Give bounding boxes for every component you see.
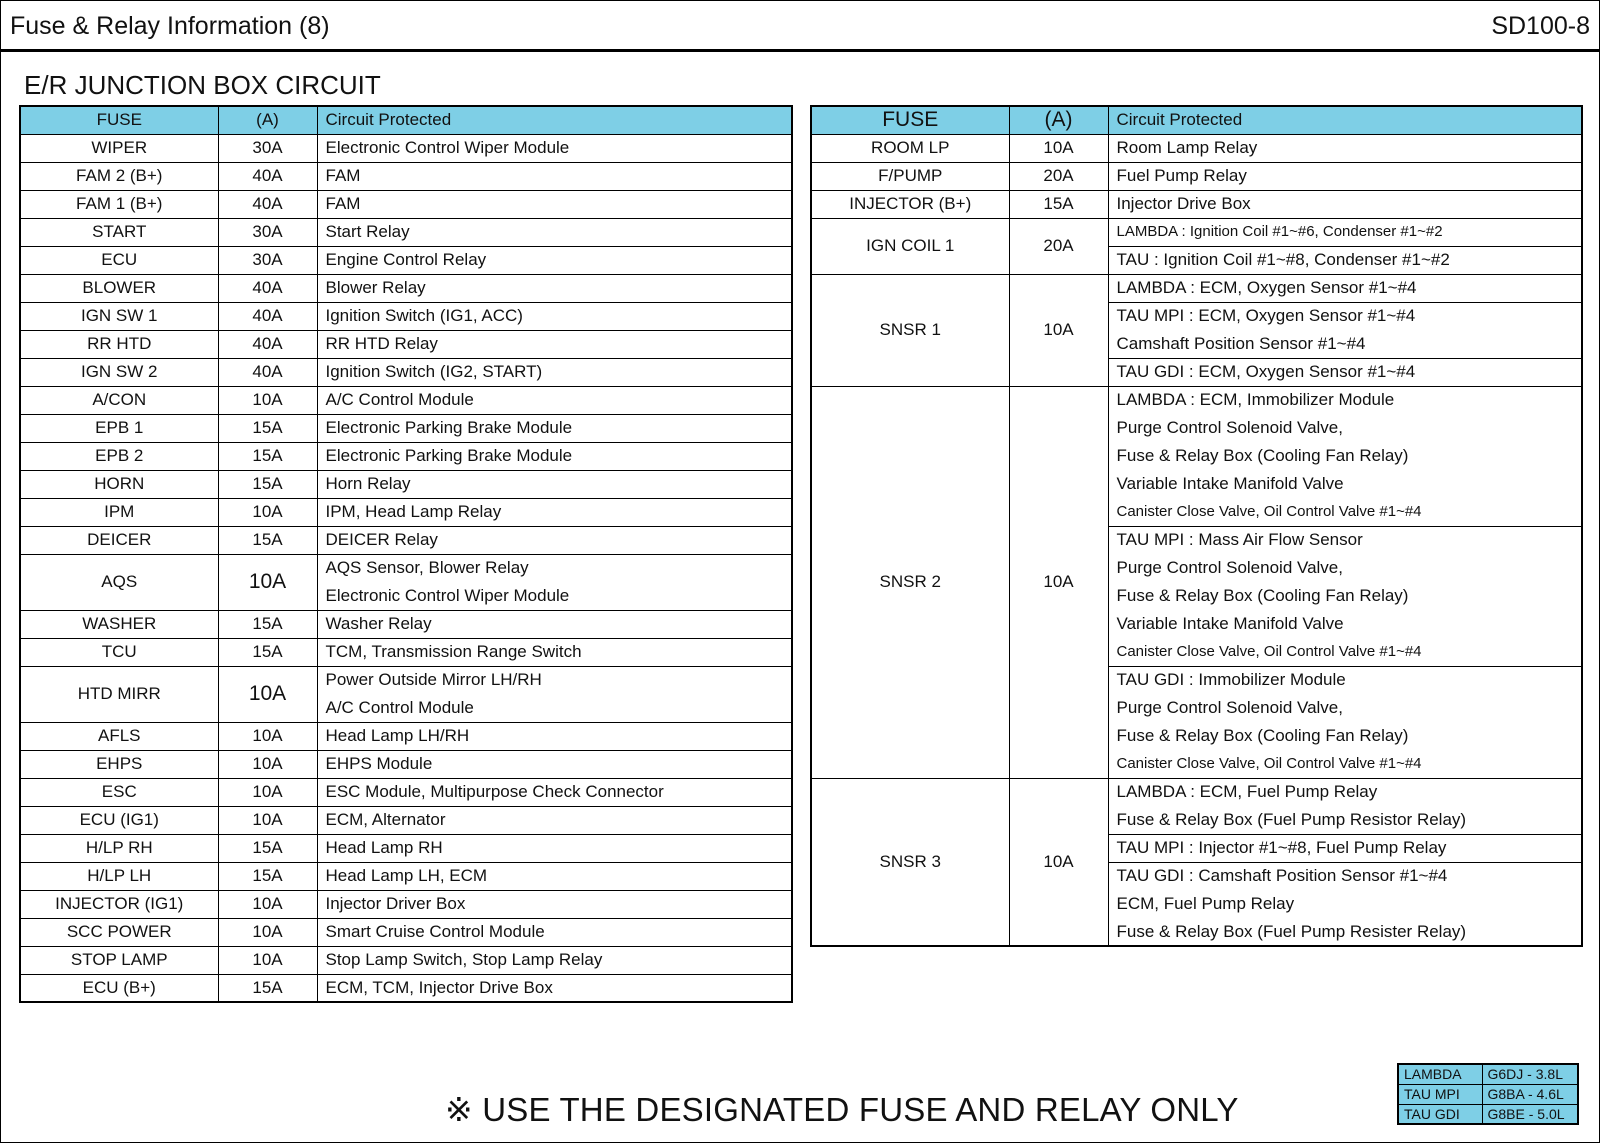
circuit-protected: Purge Control Solenoid Valve, (1108, 694, 1582, 722)
fuse-name: SCC POWER (20, 918, 218, 946)
fuse-name: EPB 1 (20, 414, 218, 442)
table-row (20, 610, 792, 638)
circuit-protected: Fuse & Relay Box (Fuel Pump Resistor Relay) (1108, 806, 1582, 834)
circuit-protected: DEICER Relay (317, 526, 792, 554)
legend-row (1398, 1064, 1578, 1084)
circuit-protected: Blower Relay (317, 274, 792, 302)
circuit-protected: ECM, Alternator (317, 806, 792, 834)
legend-key: LAMBDA (1398, 1064, 1482, 1084)
circuit-protected: Head Lamp RH (317, 834, 792, 862)
table-row (20, 526, 792, 554)
table-row (20, 750, 792, 778)
fuse-amperage: 15A (218, 834, 317, 862)
fuse-amperage: 15A (218, 526, 317, 554)
circuit-protected: TAU GDI : Immobilizer Module (1108, 666, 1582, 694)
fuse-amperage: 15A (1009, 190, 1108, 218)
table-row (20, 302, 792, 330)
circuit-protected: Purge Control Solenoid Valve, (1108, 554, 1582, 582)
circuit-protected: Purge Control Solenoid Valve, (1108, 414, 1582, 442)
fuse-amperage: 10A (1009, 778, 1108, 946)
page-header (0, 0, 1600, 52)
circuit-protected: Room Lamp Relay (1108, 134, 1582, 162)
fuse-name: SNSR 2 (811, 386, 1009, 778)
fuse-name: SNSR 3 (811, 778, 1009, 946)
fuse-name: INJECTOR (IG1) (20, 890, 218, 918)
table-row (20, 442, 792, 470)
circuit-protected: ECM, Fuel Pump Relay (1108, 890, 1582, 918)
fuse-amperage: 10A (1009, 134, 1108, 162)
circuit-protected: EHPS Module (317, 750, 792, 778)
fuse-amperage: 20A (1009, 162, 1108, 190)
legend-value: G8BA - 4.6L (1482, 1084, 1578, 1104)
notice-text: ※ USE THE DESIGNATED FUSE AND RELAY ONLY (445, 1091, 1239, 1128)
legend-row (1398, 1084, 1578, 1104)
table-row (20, 554, 792, 582)
table-row (811, 218, 1582, 246)
fuse-amperage: 40A (218, 162, 317, 190)
fuse-name: IGN SW 1 (20, 302, 218, 330)
circuit-protected: A/C Control Module (317, 386, 792, 414)
fuse-name: A/CON (20, 386, 218, 414)
table-row (20, 274, 792, 302)
circuit-protected: FAM (317, 162, 792, 190)
fuse-amperage: 10A (1009, 386, 1108, 778)
table-row (20, 778, 792, 806)
circuit-protected: Canister Close Valve, Oil Control Valve #1~#4 (1108, 638, 1582, 666)
fuse-name: IGN COIL 1 (811, 218, 1009, 274)
circuit-protected: Variable Intake Manifold Valve (1108, 610, 1582, 638)
table-row (20, 806, 792, 834)
table-row (20, 134, 792, 162)
circuit-protected: Electronic Parking Brake Module (317, 442, 792, 470)
circuit-protected: Electronic Control Wiper Module (317, 582, 792, 610)
circuit-protected: Fuel Pump Relay (1108, 162, 1582, 190)
fuse-name: START (20, 218, 218, 246)
circuit-protected: Injector Driver Box (317, 890, 792, 918)
circuit-protected: Electronic Parking Brake Module (317, 414, 792, 442)
fuse-name: AFLS (20, 722, 218, 750)
fuse-name: FAM 1 (B+) (20, 190, 218, 218)
fuse-amperage: 40A (218, 358, 317, 386)
circuit-protected: TCM, Transmission Range Switch (317, 638, 792, 666)
fuse-amperage: 15A (218, 638, 317, 666)
table-row (20, 498, 792, 526)
circuit-protected: IPM, Head Lamp Relay (317, 498, 792, 526)
legend-key: TAU GDI (1398, 1104, 1482, 1124)
table-row (20, 918, 792, 946)
circuit-protected: Injector Drive Box (1108, 190, 1582, 218)
fuse-name: H/LP RH (20, 834, 218, 862)
table-row (20, 890, 792, 918)
circuit-protected: Fuse & Relay Box (Cooling Fan Relay) (1108, 722, 1582, 750)
table-row (20, 218, 792, 246)
page-title: Fuse & Relay Information (8) (10, 12, 330, 40)
fuse-amperage: 15A (218, 442, 317, 470)
circuit-protected: Fuse & Relay Box (Cooling Fan Relay) (1108, 582, 1582, 610)
table-row (20, 722, 792, 750)
legend-key: TAU MPI (1398, 1084, 1482, 1104)
circuit-protected: RR HTD Relay (317, 330, 792, 358)
table-row (20, 946, 792, 974)
fuse-amperage: 15A (218, 862, 317, 890)
fuse-amperage: 10A (218, 778, 317, 806)
fuse-amperage: 10A (218, 498, 317, 526)
fuse-name: IGN SW 2 (20, 358, 218, 386)
circuit-protected: TAU GDI : ECM, Oxygen Sensor #1~#4 (1108, 358, 1582, 386)
fuse-name: HORN (20, 470, 218, 498)
fuse-amperage: 40A (218, 330, 317, 358)
table-row (811, 274, 1582, 302)
fuse-name: RR HTD (20, 330, 218, 358)
circuit-protected: TAU GDI : Camshaft Position Sensor #1~#4 (1108, 862, 1582, 890)
table-header-row (811, 106, 1582, 134)
circuit-protected: Head Lamp LH/RH (317, 722, 792, 750)
legend-value: G6DJ - 3.8L (1482, 1064, 1578, 1084)
table-row (20, 246, 792, 274)
table-row (811, 134, 1582, 162)
fuse-amperage: 30A (218, 246, 317, 274)
legend-row (1398, 1104, 1578, 1124)
fuse-amperage: 15A (218, 414, 317, 442)
circuit-protected: Horn Relay (317, 470, 792, 498)
fuse-name: ESC (20, 778, 218, 806)
table-row (811, 778, 1582, 806)
circuit-protected: Washer Relay (317, 610, 792, 638)
table-row (20, 330, 792, 358)
circuit-protected: ECM, TCM, Injector Drive Box (317, 974, 792, 1002)
fuse-amperage: 40A (218, 190, 317, 218)
table-row (20, 470, 792, 498)
fuse-name: F/PUMP (811, 162, 1009, 190)
circuit-protected: ESC Module, Multipurpose Check Connector (317, 778, 792, 806)
fuse-name: ECU (B+) (20, 974, 218, 1002)
circuit-protected: Fuse & Relay Box (Cooling Fan Relay) (1108, 442, 1582, 470)
section-title: E/R JUNCTION BOX CIRCUIT (24, 70, 381, 100)
circuit-protected: TAU MPI : Mass Air Flow Sensor (1108, 526, 1582, 554)
table-row (20, 974, 792, 1002)
table-header-row (20, 106, 792, 134)
column-header-fuse: FUSE (20, 106, 218, 134)
fuse-amperage: 30A (218, 218, 317, 246)
table-row (20, 638, 792, 666)
circuit-protected: Engine Control Relay (317, 246, 792, 274)
left-fuse-table (19, 105, 793, 1003)
fuse-amperage: 10A (218, 946, 317, 974)
circuit-protected: Ignition Switch (IG2, START) (317, 358, 792, 386)
circuit-protected: Canister Close Valve, Oil Control Valve #1~#4 (1108, 498, 1582, 526)
column-header-circuit: Circuit Protected (1108, 106, 1582, 134)
fuse-amperage: 10A (218, 750, 317, 778)
circuit-protected: Camshaft Position Sensor #1~#4 (1108, 330, 1582, 358)
table-row (20, 358, 792, 386)
fuse-amperage: 20A (1009, 218, 1108, 274)
column-header-fuse: FUSE (811, 106, 1009, 134)
circuit-protected: TAU MPI : ECM, Oxygen Sensor #1~#4 (1108, 302, 1582, 330)
circuit-protected: Stop Lamp Switch, Stop Lamp Relay (317, 946, 792, 974)
fuse-name: H/LP LH (20, 862, 218, 890)
circuit-protected: A/C Control Module (317, 694, 792, 722)
table-row (20, 834, 792, 862)
column-header-circuit: Circuit Protected (317, 106, 792, 134)
table-row (20, 414, 792, 442)
fuse-name: BLOWER (20, 274, 218, 302)
fuse-name: ECU (IG1) (20, 806, 218, 834)
circuit-protected: Canister Close Valve, Oil Control Valve #1~#4 (1108, 750, 1582, 778)
table-row (20, 190, 792, 218)
fuse-name: IPM (20, 498, 218, 526)
fuse-amperage: 10A (218, 554, 317, 610)
table-row (20, 862, 792, 890)
fuse-name: FAM 2 (B+) (20, 162, 218, 190)
fuse-name: SNSR 1 (811, 274, 1009, 386)
fuse-name: AQS (20, 554, 218, 610)
table-row (811, 386, 1582, 414)
legend-value: G8BE - 5.0L (1482, 1104, 1578, 1124)
circuit-protected: Head Lamp LH, ECM (317, 862, 792, 890)
fuse-amperage: 10A (218, 666, 317, 722)
fuse-amperage: 10A (218, 722, 317, 750)
fuse-name: ROOM LP (811, 134, 1009, 162)
fuse-name: EPB 2 (20, 442, 218, 470)
circuit-protected: LAMBDA : Ignition Coil #1~#6, Condenser #1~#2 (1108, 218, 1582, 246)
circuit-protected: Power Outside Mirror LH/RH (317, 666, 792, 694)
page-code: SD100-8 (1491, 12, 1590, 40)
circuit-protected: Variable Intake Manifold Valve (1108, 470, 1582, 498)
table-row (20, 386, 792, 414)
fuse-amperage: 30A (218, 134, 317, 162)
right-fuse-table (810, 105, 1583, 947)
fuse-name: EHPS (20, 750, 218, 778)
fuse-name: STOP LAMP (20, 946, 218, 974)
fuse-name: ECU (20, 246, 218, 274)
circuit-protected: LAMBDA : ECM, Immobilizer Module (1108, 386, 1582, 414)
circuit-protected: LAMBDA : ECM, Oxygen Sensor #1~#4 (1108, 274, 1582, 302)
fuse-amperage: 10A (218, 890, 317, 918)
table-row (20, 666, 792, 694)
circuit-protected: Electronic Control Wiper Module (317, 134, 792, 162)
fuse-amperage: 40A (218, 274, 317, 302)
table-row (20, 162, 792, 190)
fuse-name: DEICER (20, 526, 218, 554)
engine-legend (1397, 1063, 1579, 1125)
circuit-protected: Fuse & Relay Box (Fuel Pump Resister Relay) (1108, 918, 1582, 946)
fuse-amperage: 15A (218, 974, 317, 1002)
circuit-protected: LAMBDA : ECM, Fuel Pump Relay (1108, 778, 1582, 806)
fuse-amperage: 10A (1009, 274, 1108, 386)
circuit-protected: Smart Cruise Control Module (317, 918, 792, 946)
table-row (811, 190, 1582, 218)
fuse-amperage: 10A (218, 918, 317, 946)
circuit-protected: TAU MPI : Injector #1~#8, Fuel Pump Relay (1108, 834, 1582, 862)
fuse-amperage: 40A (218, 302, 317, 330)
fuse-amperage: 10A (218, 806, 317, 834)
circuit-protected: Ignition Switch (IG1, ACC) (317, 302, 792, 330)
table-row (811, 162, 1582, 190)
circuit-protected: FAM (317, 190, 792, 218)
column-header-amp: (A) (218, 106, 317, 134)
circuit-protected: Start Relay (317, 218, 792, 246)
column-header-amp: (A) (1009, 106, 1108, 134)
circuit-protected: AQS Sensor, Blower Relay (317, 554, 792, 582)
fuse-name: HTD MIRR (20, 666, 218, 722)
fuse-name: INJECTOR (B+) (811, 190, 1009, 218)
circuit-protected: TAU : Ignition Coil #1~#8, Condenser #1~#2 (1108, 246, 1582, 274)
fuse-amperage: 10A (218, 386, 317, 414)
fuse-name: WIPER (20, 134, 218, 162)
fuse-name: WASHER (20, 610, 218, 638)
fuse-amperage: 15A (218, 470, 317, 498)
fuse-amperage: 15A (218, 610, 317, 638)
fuse-name: TCU (20, 638, 218, 666)
